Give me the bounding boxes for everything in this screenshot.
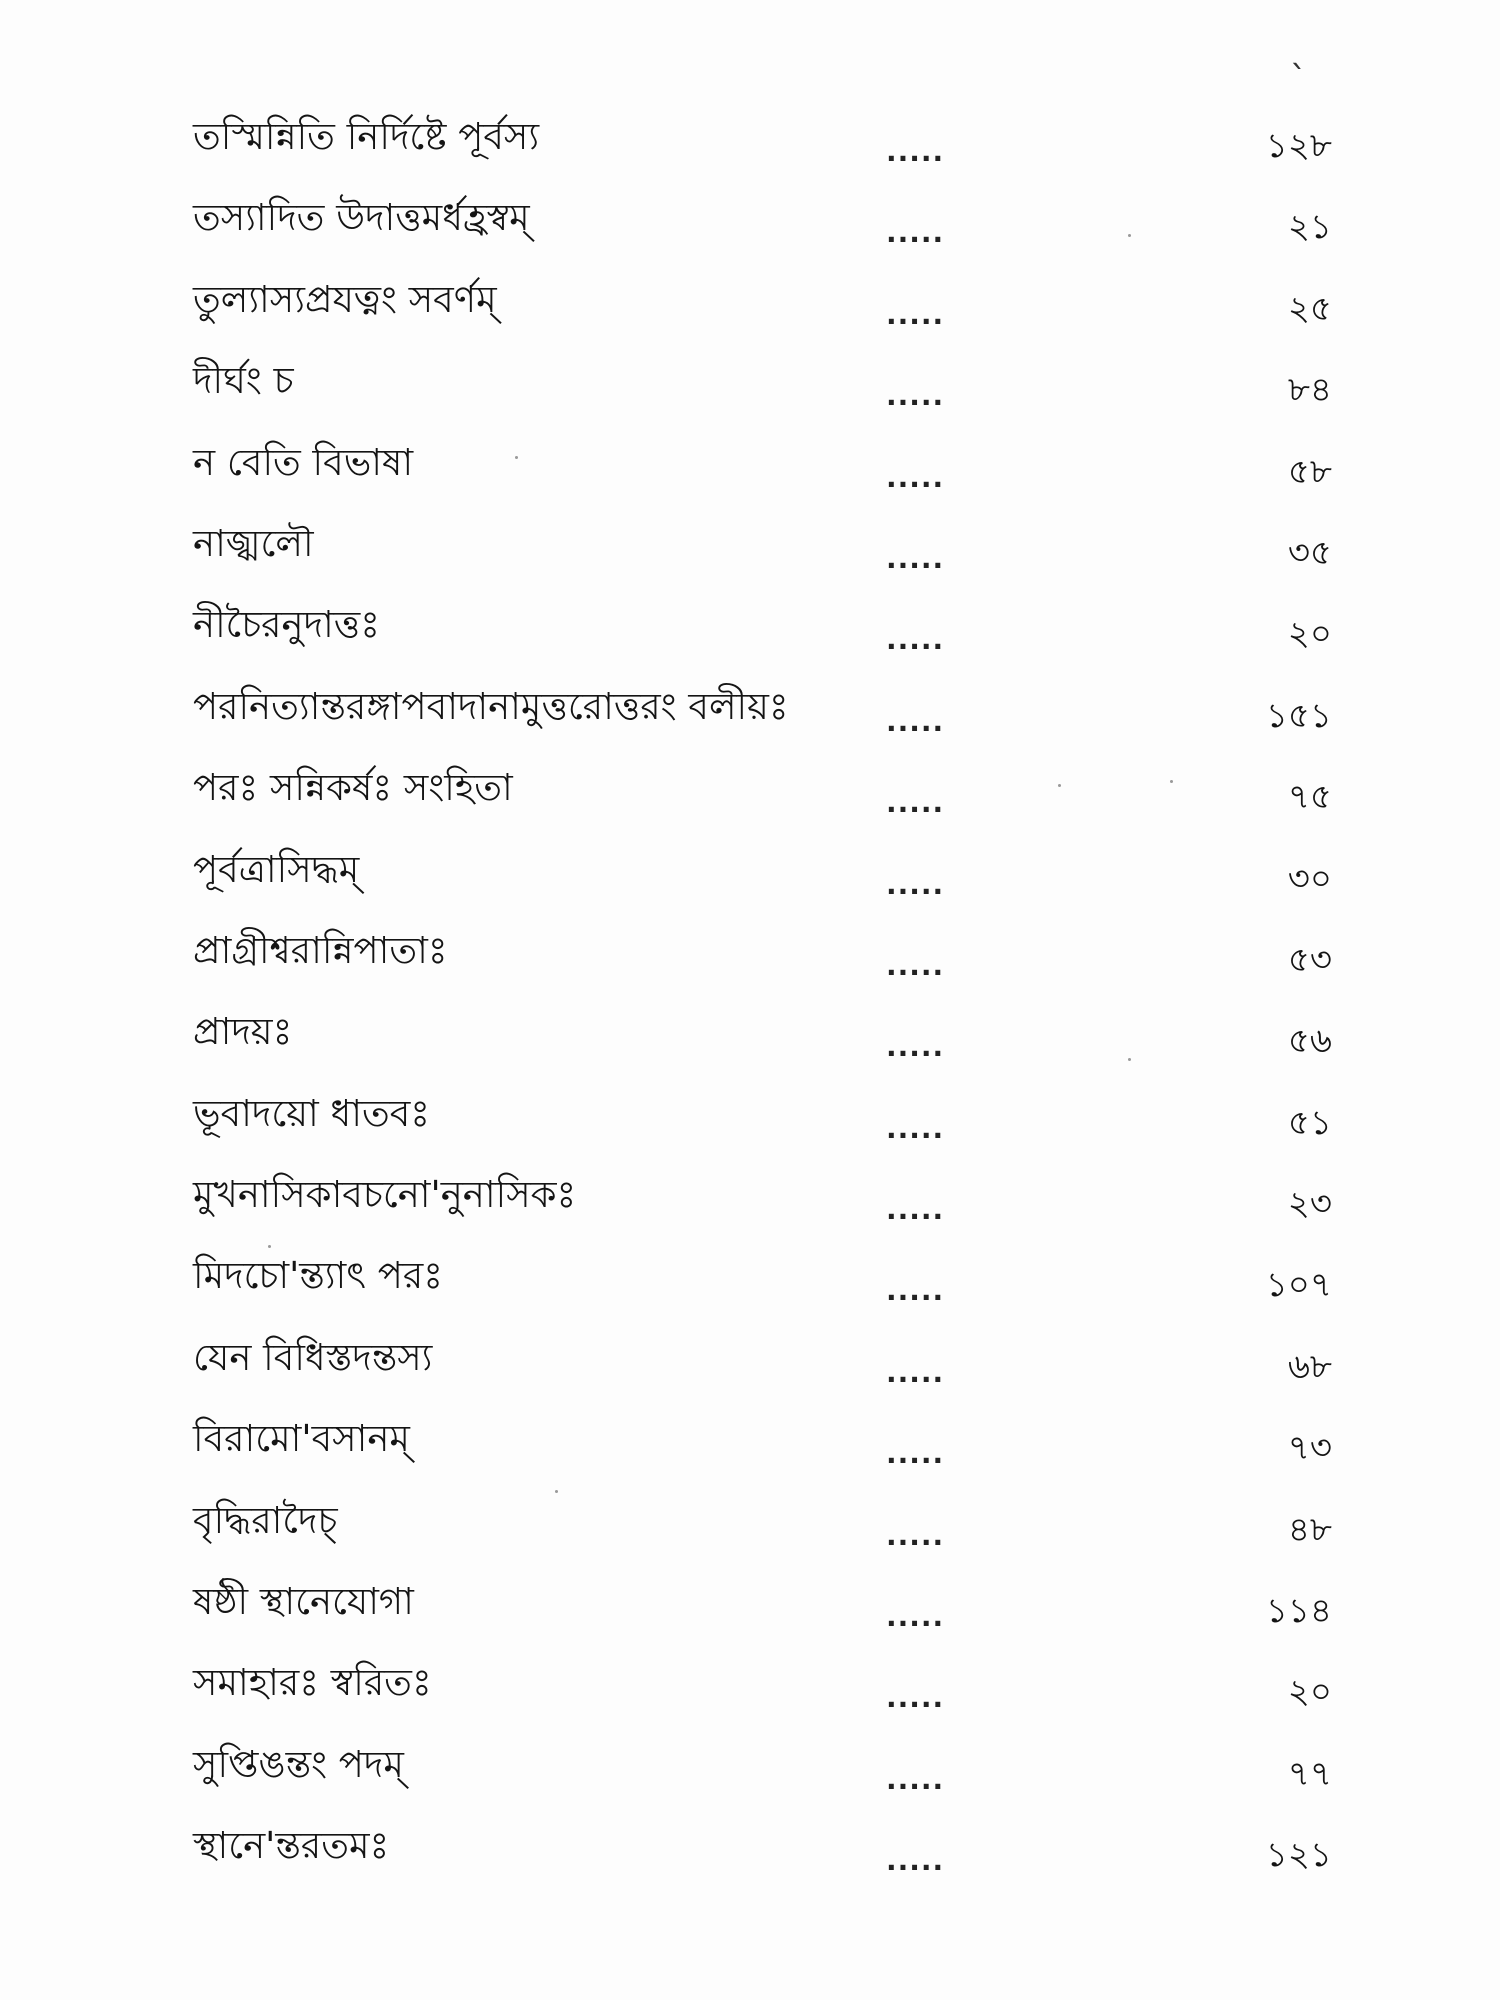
entry-text: যেন বিধিস্তদন্তস্য (193, 1335, 433, 1379)
page-number: ৩০ (1287, 858, 1332, 899)
entry-text: প্রাগ্রীশ্বরান্নিপাতাঃ (193, 928, 448, 972)
page-number: ২০ (1287, 1672, 1332, 1713)
scan-speck (515, 456, 518, 459)
leader-dots: ..... (886, 786, 945, 820)
page-number: ৭৭ (1287, 1753, 1332, 1794)
page-number: ১২১ (1265, 1835, 1332, 1876)
index-row (0, 845, 1500, 926)
index-row (0, 1414, 1500, 1495)
leader-dots: ..... (886, 297, 945, 331)
leader-dots: ..... (886, 135, 945, 168)
scan-speck (1058, 784, 1061, 787)
page-number: ৫৩ (1287, 939, 1332, 980)
entry-text: তস্যাদিত উদাত্তমর্ধহ্রস্বম্ (193, 196, 530, 240)
index-row (0, 193, 1500, 274)
index-list (0, 112, 1500, 1903)
leader-dots: ..... (886, 1681, 945, 1715)
leader-dots: ..... (886, 541, 945, 575)
leader-dots: ..... (886, 1274, 945, 1308)
index-row (0, 356, 1500, 437)
leader-dots: ..... (886, 1030, 945, 1064)
page-number: ২০ (1287, 614, 1332, 655)
page-number: ২৫ (1287, 288, 1332, 329)
page-number: ১২৮ (1265, 126, 1332, 166)
scan-speck (555, 1490, 558, 1493)
leader-dots: ..... (886, 1518, 945, 1552)
scan-speck (1128, 1058, 1131, 1061)
index-row (0, 600, 1500, 681)
entry-text: স্থানে'ন্তরতমঃ (193, 1824, 390, 1868)
leader-dots: ..... (886, 948, 945, 982)
leader-dots: ..... (886, 1111, 945, 1145)
leader-dots: ..... (886, 379, 945, 413)
index-row (0, 1496, 1500, 1577)
leader-dots: ..... (886, 867, 945, 901)
index-row (0, 1333, 1500, 1414)
scan-speck (1170, 780, 1173, 783)
page-number: ১৫১ (1265, 695, 1332, 736)
entry-text: পরনিত্যান্তরঙ্গাপবাদানামুত্তরোত্তরং বলীয়ঃ (193, 684, 789, 728)
entry-text: পরঃ সন্নিকর্ষঃ সংহিতা (193, 766, 513, 810)
index-row (0, 1089, 1500, 1170)
index-row (0, 1577, 1500, 1658)
index-row (0, 1740, 1500, 1821)
entry-text: বিরামো'বসানম্ (193, 1417, 410, 1461)
leader-dots: ..... (886, 216, 945, 250)
leader-dots: ..... (886, 1437, 945, 1471)
scan-speck (268, 1245, 271, 1248)
entry-text: নীচৈরনুদাত্তঃ (193, 603, 380, 647)
entry-text: তুল্যাস্যপ্রযত্নং সবর্ণম্ (193, 277, 497, 321)
entry-text: ভূবাদয়ো ধাতবঃ (193, 1091, 431, 1135)
page-number: ৭৫ (1287, 777, 1332, 818)
leader-dots: ..... (886, 1193, 945, 1227)
entry-text: পূর্বত্রাসিদ্ধম্ (193, 847, 360, 891)
index-row (0, 275, 1500, 356)
page-number: ৫১ (1287, 1102, 1332, 1143)
leader-dots: ..... (886, 1600, 945, 1634)
top-mark: ` (1290, 59, 1307, 99)
entry-text: ন বেতি বিভাষা (193, 440, 414, 484)
index-row (0, 682, 1500, 763)
entry-text: প্রাদয়ঃ (193, 1010, 293, 1054)
entry-text: দীর্ঘং চ (193, 359, 294, 403)
page-number: ১০৭ (1265, 1265, 1332, 1306)
page-number: ৮৪ (1287, 370, 1332, 411)
entry-text: মিদচো'ন্ত্যাৎ পরঃ (193, 1254, 443, 1298)
leader-dots: ..... (886, 460, 945, 494)
index-row (0, 1170, 1500, 1251)
page-number: ৪৮ (1287, 1509, 1332, 1550)
entry-text: মুখনাসিকাবচনো'নুনাসিকঃ (193, 1173, 577, 1217)
page-number: ৭৩ (1287, 1428, 1332, 1469)
index-row (0, 519, 1500, 600)
entry-text: সুপ্তিঙন্তং পদম্ (193, 1742, 404, 1786)
page-number: ৬৮ (1287, 1346, 1332, 1387)
page-number: ৩৫ (1287, 532, 1332, 573)
index-row (0, 1007, 1500, 1088)
index-row (0, 112, 1500, 193)
entry-text: নাজ্ঝলৌ (193, 521, 314, 565)
leader-dots: ..... (886, 1762, 945, 1796)
entry-text: ষষ্ঠী স্থানেযোগা (193, 1580, 414, 1624)
leader-dots: ..... (886, 623, 945, 657)
scan-speck (1128, 234, 1131, 237)
page-number: ৫৬ (1287, 1021, 1332, 1062)
index-row (0, 763, 1500, 844)
index-row (0, 1658, 1500, 1739)
leader-dots: ..... (886, 704, 945, 738)
entry-text: সমাহারঃ স্বরিতঃ (193, 1661, 432, 1705)
index-row (0, 926, 1500, 1007)
page-number: ১১৪ (1265, 1591, 1332, 1632)
index-row (0, 1251, 1500, 1332)
leader-dots: ..... (886, 1355, 945, 1389)
page-number: ২৩ (1287, 1184, 1332, 1225)
entry-text: বৃদ্ধিরাদৈচ্ (193, 1498, 338, 1542)
index-row (0, 438, 1500, 519)
leader-dots: ..... (886, 1844, 945, 1878)
index-row (0, 1821, 1500, 1902)
page-number: ৫৮ (1287, 451, 1332, 492)
page-number: ২১ (1287, 207, 1332, 248)
entry-text: তস্মিন্নিতি নির্দিষ্টে পূর্বস্য (193, 115, 540, 158)
